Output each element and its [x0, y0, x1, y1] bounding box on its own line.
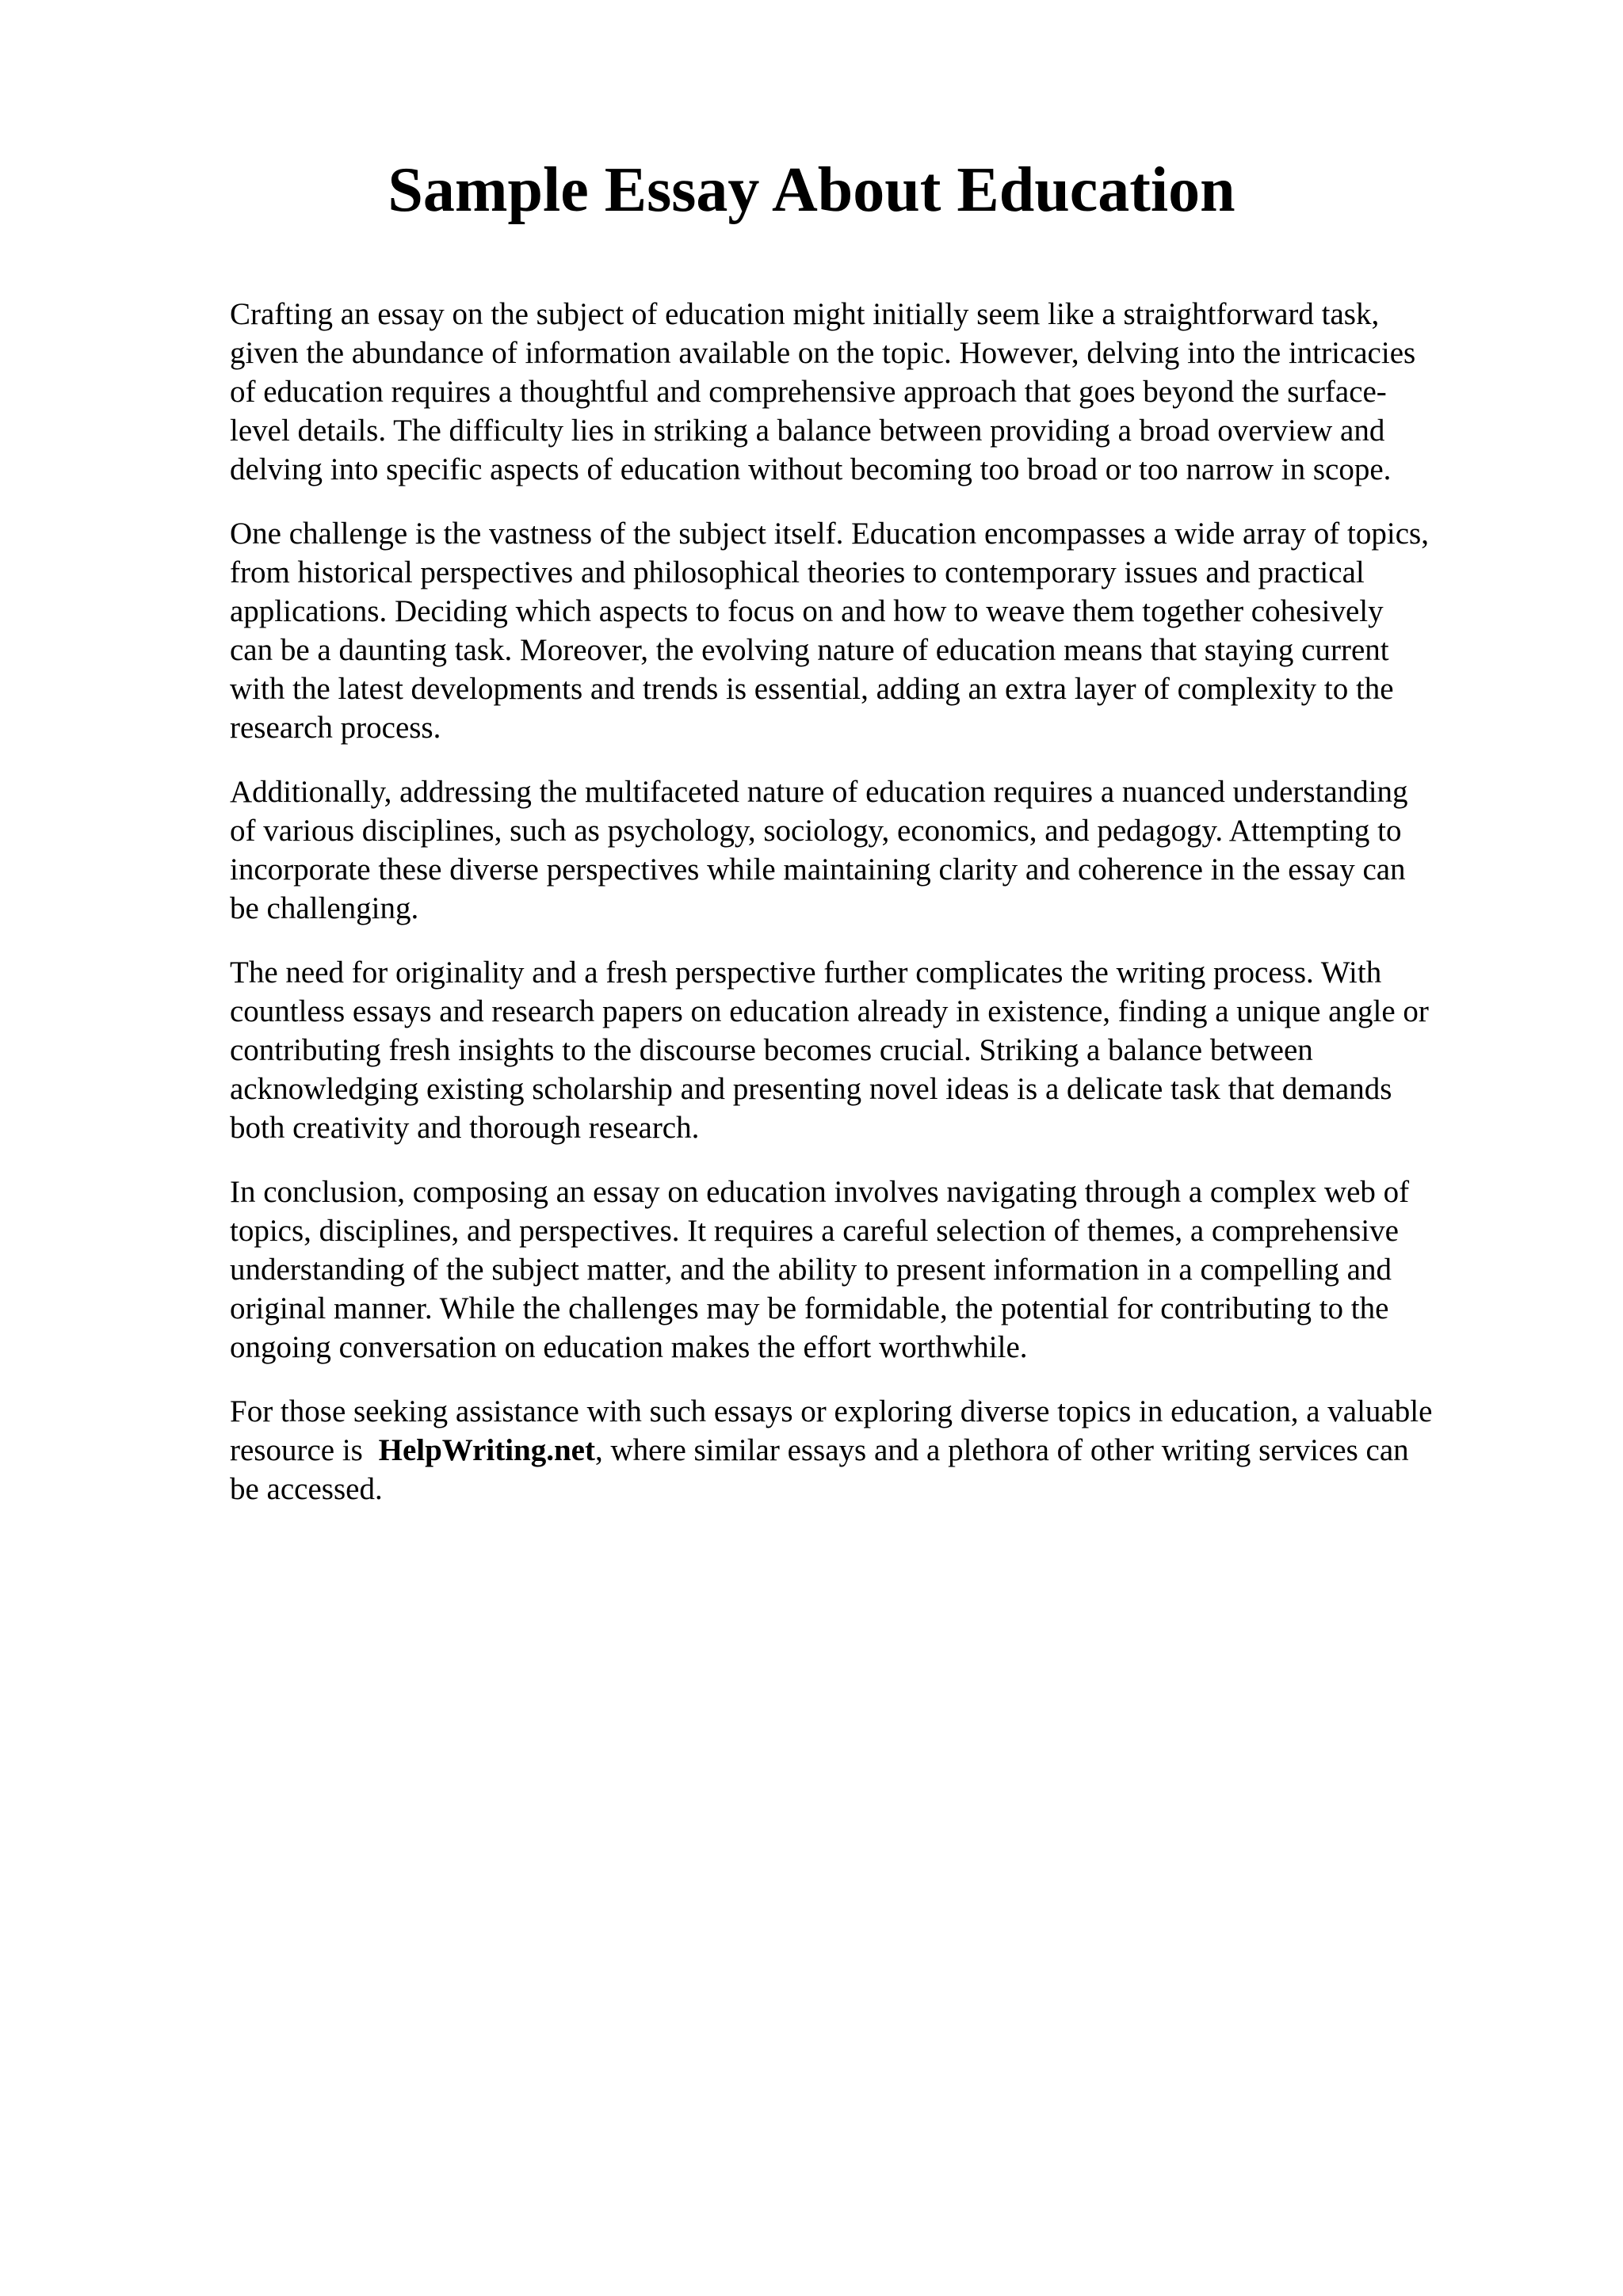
paragraph-final — [230, 1392, 1514, 1508]
text-line: with the latest developments and trends is essential, adding an extra layer of complexity to the — [230, 672, 1394, 706]
text-line: be accessed. — [230, 1472, 383, 1506]
text-line: understanding of the subject matter, and the ability to present information in a compelling and — [230, 1253, 1392, 1287]
text-line: given the abundance of information available on the topic. However, delving into the intricacies — [230, 336, 1416, 370]
essay-body — [230, 295, 1514, 1534]
text-line: both creativity and thorough research. — [230, 1111, 700, 1145]
text-segment: , where similar essays and a plethora of other writing services can — [594, 1433, 1409, 1467]
text-segment: resource is — [230, 1433, 371, 1467]
text-line: acknowledging existing scholarship and presenting novel ideas is a delicate task that demands — [230, 1072, 1392, 1106]
text-line: applications. Deciding which aspects to focus on and how to weave them together cohesively — [230, 594, 1384, 628]
paragraph-1 — [230, 295, 1514, 489]
text-line: ongoing conversation on education makes the effort worthwhile. — [230, 1330, 1028, 1364]
text-line: incorporate these diverse perspectives while maintaining clarity and coherence in the essay can — [230, 852, 1406, 887]
text-line: Additionally, addressing the multifaceted nature of education requires a nuanced understanding — [230, 775, 1408, 809]
paragraph-5 — [230, 1173, 1514, 1367]
text-line: contributing fresh insights to the discourse becomes crucial. Striking a balance between — [230, 1033, 1313, 1067]
paragraph-2 — [230, 514, 1514, 747]
text-line: delving into specific aspects of education without becoming too broad or too narrow in scope. — [230, 452, 1392, 486]
text-line: For those seeking assistance with such essays or exploring diverse topics in education, a valuable — [230, 1394, 1433, 1428]
text-line: countless essays and research papers on education already in existence, finding a unique angle or — [230, 994, 1429, 1028]
text-line — [230, 1431, 1514, 1470]
text-line: can be a daunting task. Moreover, the evolving nature of education means that staying current — [230, 633, 1389, 667]
text-line: original manner. While the challenges may be formidable, the potential for contributing to the — [230, 1291, 1389, 1325]
text-line: In conclusion, composing an essay on education involves navigating through a complex web of — [230, 1175, 1410, 1209]
text-line: be challenging. — [230, 891, 419, 925]
brand-name: HelpWriting.net — [378, 1433, 595, 1467]
text-line: One challenge is the vastness of the subject itself. Education encompasses a wide array of topics, — [230, 517, 1429, 551]
text-line: level details. The difficulty lies in striking a balance between providing a broad overview and — [230, 414, 1385, 448]
paragraph-3 — [230, 772, 1514, 928]
text-line: research process. — [230, 711, 441, 745]
page-title: Sample Essay About Education — [388, 155, 1235, 225]
text-line: Crafting an essay on the subject of education might initially seem like a straightforward task, — [230, 297, 1380, 331]
text-line: of education requires a thoughtful and comprehensive approach that goes beyond the surface- — [230, 375, 1387, 409]
text-line: topics, disciplines, and perspectives. It requires a careful selection of themes, a comprehensive — [230, 1214, 1399, 1248]
paragraph-4 — [230, 953, 1514, 1147]
text-line: The need for originality and a fresh perspective further complicates the writing process. With — [230, 955, 1382, 990]
text-line: from historical perspectives and philosophical theories to contemporary issues and practical — [230, 555, 1365, 589]
text-line: of various disciplines, such as psychology, sociology, economics, and pedagogy. Attempting to — [230, 814, 1402, 848]
